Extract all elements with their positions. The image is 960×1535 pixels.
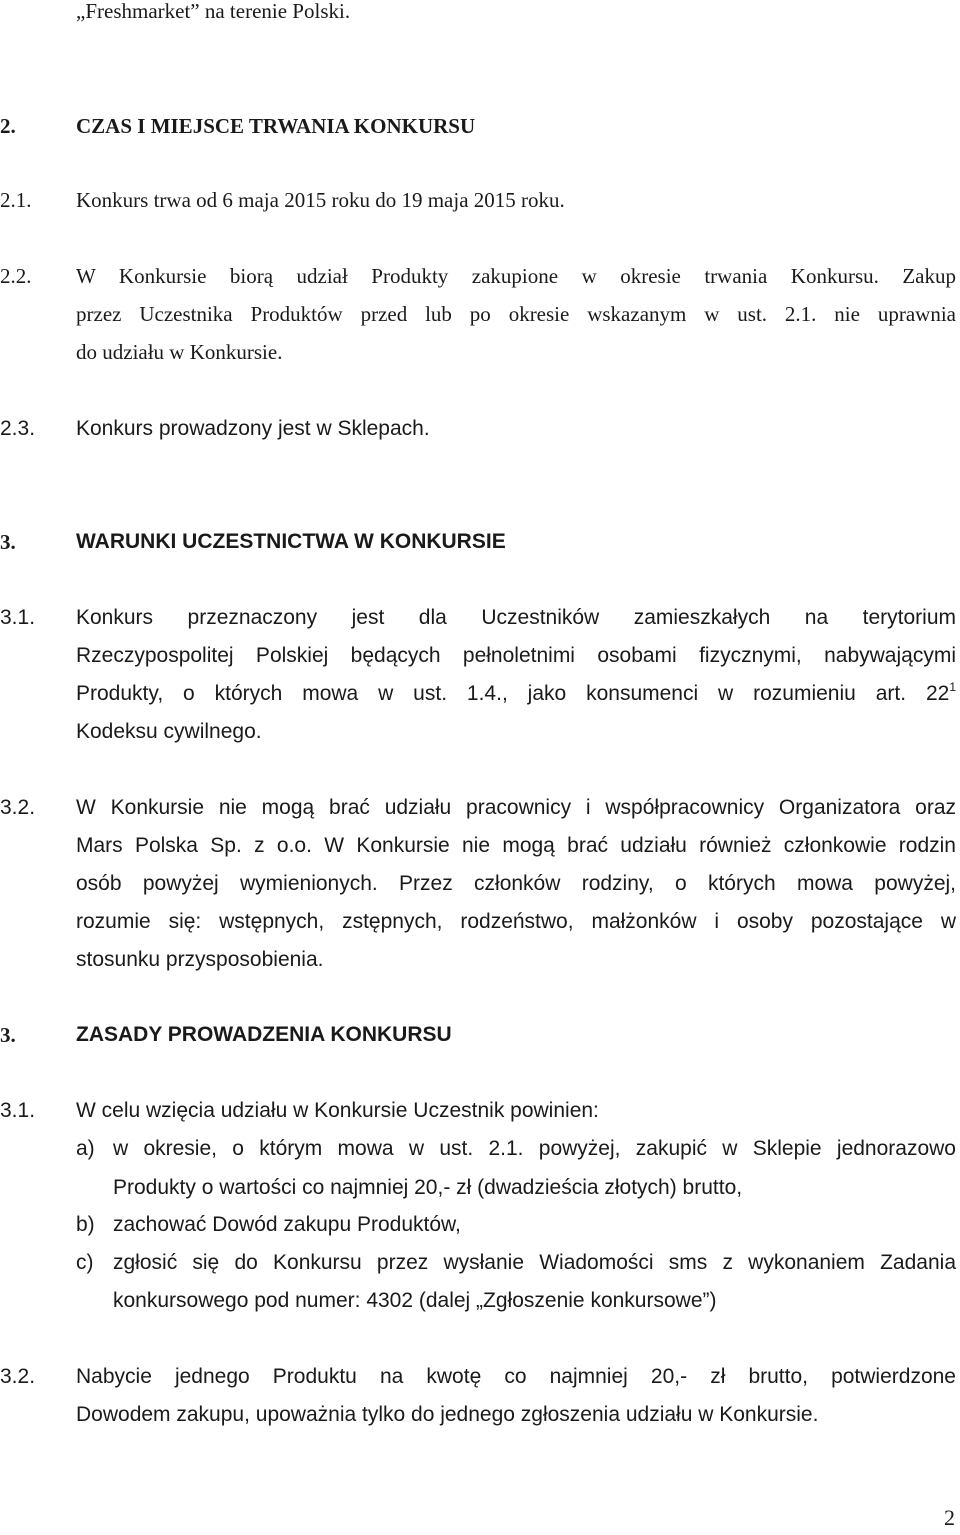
para-3-2-number: 3.2.	[0, 796, 36, 819]
para-3-2-line-1: W Konkursie nie mogą brać udziału pracownicy i współpracownicy Organizatora oraz	[76, 796, 956, 819]
list-item-c-line-1: zgłosić się do Konkursu przez wysłanie Wiadomości sms z wykonaniem Zadania	[113, 1251, 956, 1274]
para-3-2-line-2: Mars Polska Sp. z o.o. W Konkursie nie mogą brać udziału również członkowie rodzin	[76, 834, 956, 857]
para-rules-2-line-1: Nabycie jednego Produktu na kwotę co najmniej 20,- zł brutto, potwierdzone	[76, 1365, 956, 1388]
list-item-c-line-2: konkursowego pod numer: 4302 (dalej „Zgłoszenie konkursowe”)	[113, 1289, 717, 1312]
intro-line: „Freshmarket” na terenie Polski.	[76, 0, 351, 23]
para-2-3-number: 2.3.	[0, 417, 36, 440]
para-2-2-line-3: do udziału w Konkursie.	[76, 340, 283, 364]
list-item-a-label: a)	[76, 1137, 95, 1160]
para-3-2-line-4: rozumie się: wstępnych, zstępnych, rodzeństwo, małżonków i osoby pozostające w	[76, 910, 956, 933]
para-3-2-line-5: stosunku przysposobienia.	[76, 948, 324, 971]
list-item-c-label: c)	[76, 1251, 94, 1274]
para-2-3-text: Konkurs prowadzony jest w Sklepach.	[76, 417, 430, 440]
section-2-number: 2.	[0, 114, 16, 138]
para-3-1-line-1: Konkurs przeznaczony jest dla Uczestników zamieszkałych na terytorium	[76, 606, 956, 629]
page-number: 2	[944, 1505, 955, 1530]
list-item-a-line-1: w okresie, o którym mowa w ust. 2.1. powyżej, zakupić w Sklepie jednorazowo	[113, 1137, 956, 1160]
para-3-1-number: 3.1.	[0, 606, 36, 629]
para-3-1-line-4: Kodeksu cywilnego.	[76, 720, 262, 743]
section-3-number: 3.	[0, 530, 16, 554]
para-2-2-number: 2.2.	[0, 264, 32, 288]
para-rules-1-text: W celu wzięcia udziału w Konkursie Uczestnik powinien:	[76, 1099, 599, 1122]
para-2-1-number: 2.1.	[0, 188, 32, 212]
para-rules-1-number: 3.1.	[0, 1099, 36, 1122]
para-3-2-line-3: osób powyżej wymienionych. Przez członków rodziny, o których mowa powyżej,	[76, 872, 956, 895]
para-2-2-line-1: W Konkursie biorą udział Produkty zakupione w okresie trwania Konkursu. Zakup	[76, 264, 956, 288]
list-item-b-label: b)	[76, 1213, 95, 1236]
list-item-b-line-1: zachować Dowód zakupu Produktów,	[113, 1213, 461, 1236]
para-2-2-line-2: przez Uczestnika Produktów przed lub po okresie wskazanym w ust. 2.1. nie uprawnia	[76, 302, 956, 326]
section-3-heading: WARUNKI UCZESTNICTWA W KONKURSIE	[76, 530, 506, 553]
para-rules-2-number: 3.2.	[0, 1365, 36, 1388]
para-rules-2-line-2: Dowodem zakupu, upoważnia tylko do jednego zgłoszenia udziału w Konkursie.	[76, 1403, 819, 1426]
section-rules-number: 3.	[0, 1023, 16, 1047]
para-3-1-line-3	[76, 675, 956, 713]
para-3-1-line-2: Rzeczypospolitej Polskiej będących pełnoletnimi osobami fizycznymi, nabywającymi	[76, 644, 956, 667]
para-3-1-line-3-text: Produkty, o których mowa w ust. 1.4., jako konsumenci w rozumieniu art. 22	[76, 682, 950, 705]
list-item-a-line-2: Produkty o wartości co najmniej 20,- zł (dwadzieścia złotych) brutto,	[113, 1176, 743, 1199]
para-2-1-text: Konkurs trwa od 6 maja 2015 roku do 19 maja 2015 roku.	[76, 188, 565, 212]
section-rules-heading: ZASADY PROWADZENIA KONKURSU	[76, 1023, 452, 1046]
section-2-heading: CZAS I MIEJSCE TRWANIA KONKURSU	[76, 114, 476, 138]
footnote-marker: 1	[949, 680, 956, 694]
